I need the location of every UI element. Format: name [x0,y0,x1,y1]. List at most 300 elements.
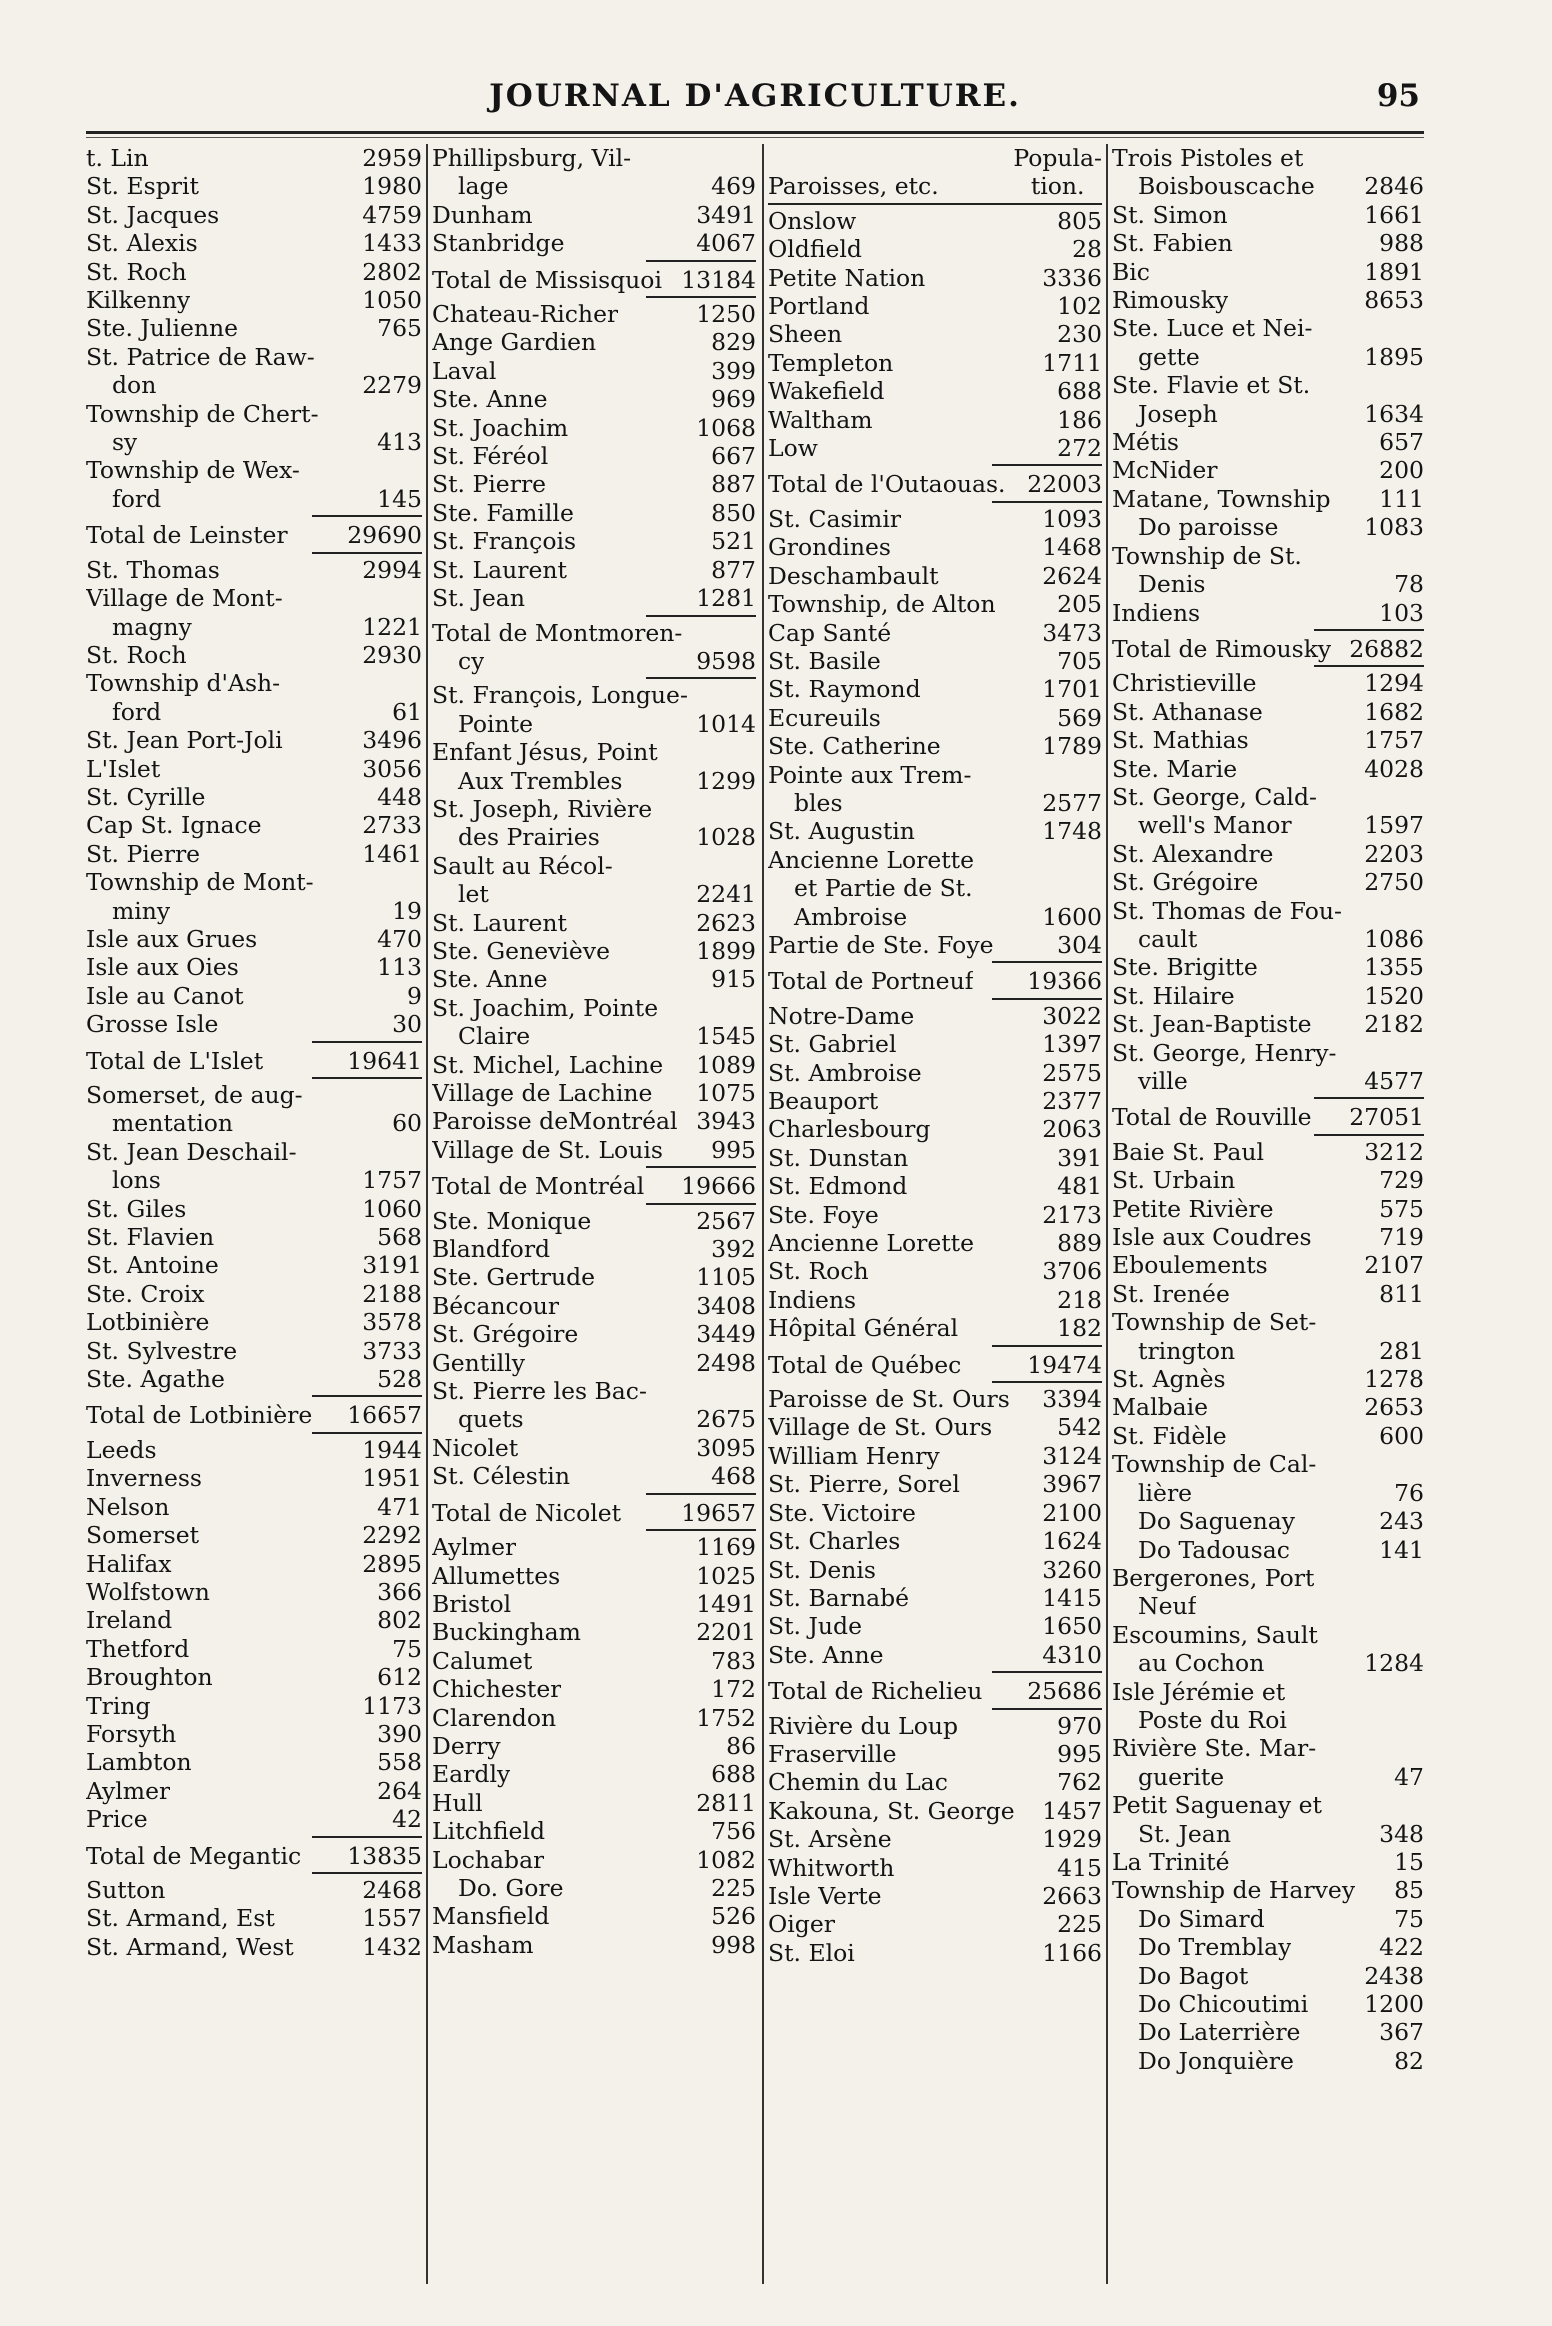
table-row [432,527,756,555]
parish-name: Baie St. Paul [1112,1137,1265,1166]
parish-name: Stanbridge [432,229,565,258]
population-value: 1757 [1364,726,1424,755]
header-population [1013,144,1102,201]
population-value: 1600 [1042,902,1102,931]
parish-name: St. Simon [1112,200,1228,229]
population-value: 1545 [696,1022,756,1051]
table-row [86,229,422,257]
parish-name: Chateau-Richer [432,300,619,329]
table-row [768,675,1102,703]
table-row [1112,400,1424,428]
table-row [1112,144,1424,172]
header-rule [86,131,1424,134]
population-value: 30 [392,1010,422,1039]
total-rule [312,1836,422,1838]
parish-name: Deschambault [768,561,939,590]
population-value: 76 [1394,1478,1424,1507]
population-value: 102 [1057,292,1102,321]
total-value: 27051 [1349,1103,1424,1132]
parish-name: miny [112,896,171,925]
table-row [1112,1536,1424,1564]
table-row [768,647,1102,675]
parish-name: St. Jean Port-Joli [86,726,283,755]
total-row [1112,1103,1424,1131]
parish-name: William Henry [768,1441,940,1470]
parish-name: Township de St. [1112,541,1302,570]
table-row [768,931,1102,959]
population-value: 470 [377,924,422,953]
population-value: 542 [1057,1413,1102,1442]
population-value: 78 [1394,570,1424,599]
table-row [432,1405,756,1433]
population-value: 471 [377,1492,422,1521]
table-row [768,1115,1102,1143]
table-row [86,314,422,342]
parish-name: Ste. Flavie et St. [1112,371,1311,400]
total-rule [646,1493,756,1495]
parish-name: Bécancour [432,1291,560,1320]
total-row [432,1172,756,1200]
population-value: 1899 [696,936,756,965]
parish-name: Nelson [86,1492,170,1521]
total-rule [992,464,1102,466]
parish-name: Ancienne Lorette [768,845,975,874]
total-label: Total de Québec [768,1350,962,1379]
population-value: 3095 [696,1433,756,1462]
table-row [432,1292,756,1320]
population-value: 2468 [362,1875,422,1904]
table-row [1112,1649,1424,1677]
table-row [432,584,756,612]
table-row [432,1462,756,1490]
parish-name: Ste. Anne [432,385,548,414]
table-row [1112,1678,1424,1706]
population-value: 399 [711,356,756,385]
table-row [1112,1223,1424,1251]
table-row [432,1107,756,1135]
parish-name: Ste. Julienne [86,314,239,343]
population-value: 1068 [696,413,756,442]
population-value: 4577 [1364,1067,1424,1095]
table-row [1112,1195,1424,1223]
parish-name: Sault au Récol- [432,851,613,880]
parish-name: Dunham [432,200,533,229]
total-rule [1314,629,1424,631]
parish-name: lière [1138,1478,1193,1507]
table-row [432,1846,756,1874]
total-value: 13835 [347,1841,422,1870]
parish-name: Rimousky [1112,286,1229,315]
population-value: 2663 [1042,1881,1102,1910]
population-value: 19 [392,896,422,925]
parish-name: Cap Santé [768,618,892,647]
parish-name: St. Raymond [768,675,921,704]
table-row [768,1797,1102,1825]
parish-name: Mansfield [432,1902,550,1931]
parish-name: St. Fidèle [1112,1421,1227,1450]
population-value: 1468 [1042,533,1102,562]
parish-name: St. Joachim, Pointe [432,993,659,1022]
population-value: 805 [1057,206,1102,235]
parish-name: t. Lin [86,144,149,172]
parish-name: St. Célestin [432,1462,570,1491]
population-value: 1457 [1042,1796,1102,1825]
parish-name: Gentilly [432,1348,526,1377]
parish-name: Ste. Famille [432,498,574,527]
table-row [1112,811,1424,839]
table-row [432,300,756,328]
parish-name: Allumettes [432,1561,561,1590]
total-row [432,266,756,294]
table-row [86,1521,422,1549]
population-value: 3491 [696,200,756,229]
parish-name: Métis [1112,428,1179,457]
total-row [768,1351,1102,1379]
table-row [768,1527,1102,1555]
parish-name: Buckingham [432,1618,581,1647]
population-value: 729 [1379,1166,1424,1195]
population-value: 2675 [696,1405,756,1434]
parish-name: St. Grégoire [1112,868,1259,897]
table-row [1112,1166,1424,1194]
parish-name: St. Jacques [86,200,220,229]
population-value: 756 [711,1817,756,1846]
population-value: 391 [1057,1143,1102,1172]
population-value: 600 [1379,1421,1424,1450]
population-value: 688 [1057,377,1102,406]
table-row [86,1280,422,1308]
total-value: 16657 [347,1401,422,1430]
total-rule [992,961,1102,963]
table-row [432,470,756,498]
table-row [1112,1251,1424,1279]
table-row [768,434,1102,462]
table-row [1112,542,1424,570]
population-value: 575 [1379,1194,1424,1223]
total-rule [646,1203,756,1205]
population-value: 200 [1379,456,1424,485]
table-row [1112,669,1424,697]
population-value: 1397 [1042,1030,1102,1059]
parish-name: St. Alexis [86,229,198,258]
population-value: 2107 [1364,1251,1424,1280]
parish-name: Phillipsburg, Vil- [432,144,632,172]
table-row [1112,343,1424,371]
table-row [1112,1365,1424,1393]
parish-name: Litchfield [432,1817,546,1846]
table-row [86,1109,422,1137]
parish-name: trington [1138,1336,1236,1365]
header-underline [768,203,1102,205]
table-row [768,292,1102,320]
parish-name: Aylmer [86,1776,171,1805]
table-row [1112,456,1424,484]
parish-name: St. Joachim [432,413,569,442]
population-value: 1284 [1364,1649,1424,1678]
table-row [768,1030,1102,1058]
population-value: 850 [711,498,756,527]
population-value: 2623 [696,908,756,937]
population-value: 2498 [696,1348,756,1377]
total-label: Total de Montréal [432,1172,645,1201]
population-value: 1557 [362,1904,422,1933]
parish-name: St. Arsène [768,1825,892,1854]
parish-name: Somerset, de aug- [86,1081,303,1109]
table-row [768,1257,1102,1285]
population-value: 2895 [362,1549,422,1578]
table-row [768,320,1102,348]
parish-name: Rivière Ste. Mar- [1112,1734,1317,1763]
parish-name: St. Basile [768,646,881,675]
population-value: 3191 [362,1251,422,1280]
population-value: 2279 [362,371,422,400]
population-value: 1491 [696,1589,756,1618]
parish-name: Escoumins, Sault [1112,1620,1318,1649]
parish-name: St. Féréol [432,442,549,471]
population-value: 569 [1057,703,1102,732]
total-rule [992,998,1102,1000]
parish-name: Boisbouscache [1138,172,1315,201]
table-row [768,1939,1102,1967]
parish-name: Low [768,434,818,463]
population-value: 8653 [1364,286,1424,315]
parish-name: Fraserville [768,1739,897,1768]
total-label: Total de Missisquoi [432,265,662,294]
population-value: 348 [1379,1819,1424,1848]
table-row [768,1910,1102,1938]
population-value: 2100 [1042,1498,1102,1527]
total-rule [992,501,1102,503]
population-value: 1278 [1364,1365,1424,1394]
population-value: 1075 [696,1079,756,1107]
table-row [1112,1010,1424,1038]
parish-name: St. François [432,527,577,556]
parish-name: Wolfstown [86,1577,210,1606]
parish-name: St. Edmond [768,1172,908,1201]
population-value: 969 [711,385,756,414]
population-value: 281 [1379,1336,1424,1365]
population-value: 1173 [362,1691,422,1720]
population-value: 145 [377,484,422,513]
column-2 [426,144,756,2284]
table-row [768,1144,1102,1172]
parish-name: Petit Saguenay et [1112,1791,1322,1820]
parish-name: St. Esprit [86,172,199,201]
table-row [432,1931,756,1959]
population-value: 1105 [696,1263,756,1292]
population-value: 42 [392,1805,422,1834]
population-value: 230 [1057,320,1102,349]
parish-name: St. Laurent [432,908,567,937]
table-row [768,1584,1102,1612]
parish-name: St. Agnès [1112,1365,1226,1394]
table-row [432,1874,756,1902]
population-value: 9598 [696,646,756,675]
parish-name: St. Giles [86,1194,187,1223]
parish-name: lage [458,172,509,201]
parish-name: St. Michel, Lachine [432,1050,664,1079]
parish-name: St. Patrice de Raw- [86,342,315,371]
table-row [768,1385,1102,1413]
parish-name: St. Armand, Est [86,1904,275,1933]
parish-name: St. Jean [1138,1819,1231,1848]
population-value: 113 [377,953,422,982]
parish-name: Onslow [768,206,857,235]
table-row [1112,982,1424,1010]
parish-name: St. Denis [768,1555,876,1584]
parish-name: St. Roch [768,1257,869,1286]
parish-name: Township de Set- [1112,1308,1317,1337]
parish-name: Partie de Ste. Foye [768,930,994,959]
parish-name: Notre-Dame [768,1001,915,1030]
population-value: 3212 [1364,1137,1424,1166]
population-value: 1951 [362,1464,422,1493]
population-value: 1294 [1364,669,1424,698]
table-row [86,811,422,839]
table-row [1112,286,1424,314]
total-row [768,1677,1102,1705]
column-3 [762,144,1102,2284]
table-row [432,357,756,385]
parish-name: Lambton [86,1748,192,1777]
table-row [432,1051,756,1079]
total-rule [1314,1134,1424,1136]
table-row [1112,1763,1424,1791]
table-row [86,1436,422,1464]
population-value: 1661 [1364,200,1424,229]
table-row [432,937,756,965]
total-rule [1314,665,1424,667]
parish-name: guerite [1138,1762,1225,1791]
parish-name: Templeton [768,348,894,377]
table-row [768,1882,1102,1910]
population-value: 3449 [696,1320,756,1349]
total-label: Total de Megantic [86,1841,302,1870]
parish-name: St. Charles [768,1527,901,1556]
parish-name: cy [458,646,485,675]
total-row [86,1842,422,1870]
population-value: 3496 [362,726,422,755]
table-row [768,1442,1102,1470]
total-row [86,1047,422,1075]
total-value: 19641 [347,1046,422,1075]
table-row [86,897,422,925]
population-value: 765 [377,314,422,343]
population-value: 1200 [1364,1990,1424,2018]
parish-name: St. Urbain [1112,1166,1236,1195]
table-row [86,456,422,484]
parish-name: Do Bagot [1138,1961,1249,1990]
table-row [1112,1905,1424,1933]
table-row [768,349,1102,377]
total-value: 22003 [1027,470,1102,499]
parish-name: Oldfield [768,235,862,264]
parish-name: Paroisse de St. Ours [768,1385,1010,1414]
parish-name: Township de Cal- [1112,1450,1317,1479]
parish-name: Matane, Township [1112,484,1331,513]
parish-name: bles [794,788,843,817]
table-row [1112,1564,1424,1592]
total-rule [646,677,756,679]
parish-name: St. George, Henry- [1112,1038,1337,1067]
population-value: 667 [711,442,756,471]
population-value: 2182 [1364,1010,1424,1039]
table-row [86,1578,422,1606]
population-value: 612 [377,1663,422,1692]
parish-name: Total de Montmoren- [432,618,683,647]
total-value: 19366 [1027,967,1102,996]
parish-name: Township de Mont- [86,868,314,897]
table-row [432,1022,756,1050]
parish-name: Claire [458,1022,531,1051]
parish-name: mentation [112,1109,234,1138]
population-value: 1895 [1364,342,1424,371]
parish-name: Ste. Gertrude [432,1263,596,1292]
table-row [1112,428,1424,456]
parish-name: St. Pierre [86,839,201,868]
population-value: 1929 [1042,1825,1102,1854]
parish-name: Kakouna, St. George [768,1796,1015,1825]
table-row [1112,1039,1424,1067]
parish-name: Enfant Jésus, Point [432,738,658,767]
parish-name: St. Roch [86,640,187,669]
parish-name: Village de St. Ours [768,1413,993,1442]
population-value: 141 [1379,1535,1424,1564]
population-value: 1980 [362,172,422,201]
table-row [86,584,422,612]
population-value: 1415 [1042,1583,1102,1612]
table-row [432,1590,756,1618]
population-value: 783 [711,1646,756,1675]
parish-name: Price [86,1805,148,1834]
parish-name: St. Antoine [86,1251,219,1280]
population-value: 688 [711,1760,756,1789]
table-row [768,1641,1102,1669]
table-row [1112,897,1424,925]
parish-name: St. Sylvestre [86,1336,238,1365]
table-row [1112,1507,1424,1535]
parish-name: Broughton [86,1663,213,1692]
total-rule [312,1041,422,1043]
table-row [86,1933,422,1961]
parish-name: St. George, Cald- [1112,782,1317,811]
table-row [432,1207,756,1235]
population-value: 4028 [1364,754,1424,783]
total-label: Total de l'Outaouas. [768,470,1006,499]
total-row [86,521,422,549]
total-rule [646,296,756,298]
parish-name: St. Jude [768,1612,862,1641]
parish-name: Ange Gardien [432,328,597,357]
table-row [86,1550,422,1578]
table-row [432,767,756,795]
total-rule [992,1345,1102,1347]
table-row [432,1618,756,1646]
table-row [1112,1393,1424,1421]
table-row [432,556,756,584]
parish-name: Beauport [768,1087,879,1115]
total-rule [646,1529,756,1531]
parish-name: Wakefield [768,377,885,406]
population-value: 1520 [1364,981,1424,1010]
table-row [768,235,1102,263]
parish-name: Lochabar [432,1845,545,1874]
parish-name: Kilkenny [86,286,191,315]
table-row [1112,1791,1424,1819]
parish-name: Ste. Luce et Nei- [1112,314,1313,343]
table-row [768,817,1102,845]
parish-name: Laval [432,356,497,385]
